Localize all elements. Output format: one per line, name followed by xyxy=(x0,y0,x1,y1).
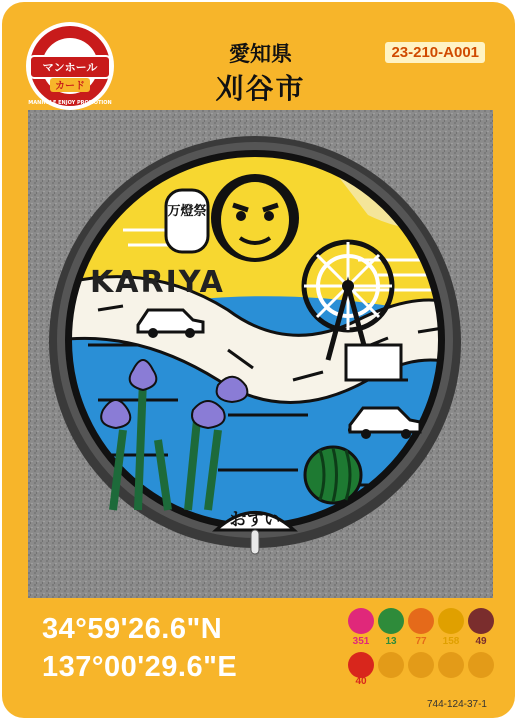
logo-ring-text: MANHOLE ENJOY PROMOTION xyxy=(28,100,112,106)
empty-slot-icon xyxy=(468,652,494,678)
festival-lantern xyxy=(166,190,208,252)
flower-icon xyxy=(348,608,374,634)
logo-text-2: カード xyxy=(55,81,85,92)
logo-text-1: マンホール xyxy=(42,61,98,74)
kariya-text: KARIYA xyxy=(90,265,225,300)
festival-text: 万燈祭 xyxy=(167,204,207,219)
manhole-photo xyxy=(28,110,493,598)
latitude: 34°59'26.6"N xyxy=(42,613,223,645)
crest-icon xyxy=(468,608,494,634)
stat-value: 40 xyxy=(355,676,367,687)
stat-value: 158 xyxy=(442,636,460,647)
stats-icons xyxy=(342,606,502,686)
lantern-icon xyxy=(348,652,374,678)
longitude: 137°00'29.6"E xyxy=(42,651,238,683)
card-serial: 23-210-A001 xyxy=(385,42,485,63)
empty-slot-icon xyxy=(438,652,464,678)
city-name: 刈谷市 xyxy=(215,73,306,104)
stat-value: 13 xyxy=(385,636,397,647)
manhole-card xyxy=(2,2,515,718)
stat-value: 351 xyxy=(352,636,370,647)
tree-icon xyxy=(378,608,404,634)
stat-value: 77 xyxy=(415,636,427,647)
prefecture-name: 愛知県 xyxy=(229,43,292,66)
stat-value: 49 xyxy=(475,636,487,647)
mask-face xyxy=(211,174,299,262)
onsen-icon xyxy=(438,608,464,634)
watermelon xyxy=(305,447,361,503)
empty-slot-icon xyxy=(408,652,434,678)
fruit-icon xyxy=(408,608,434,634)
card-code: 744-124-37-1 xyxy=(426,699,487,710)
water-label-text: おすい xyxy=(229,510,281,530)
empty-slot-icon xyxy=(378,652,404,678)
